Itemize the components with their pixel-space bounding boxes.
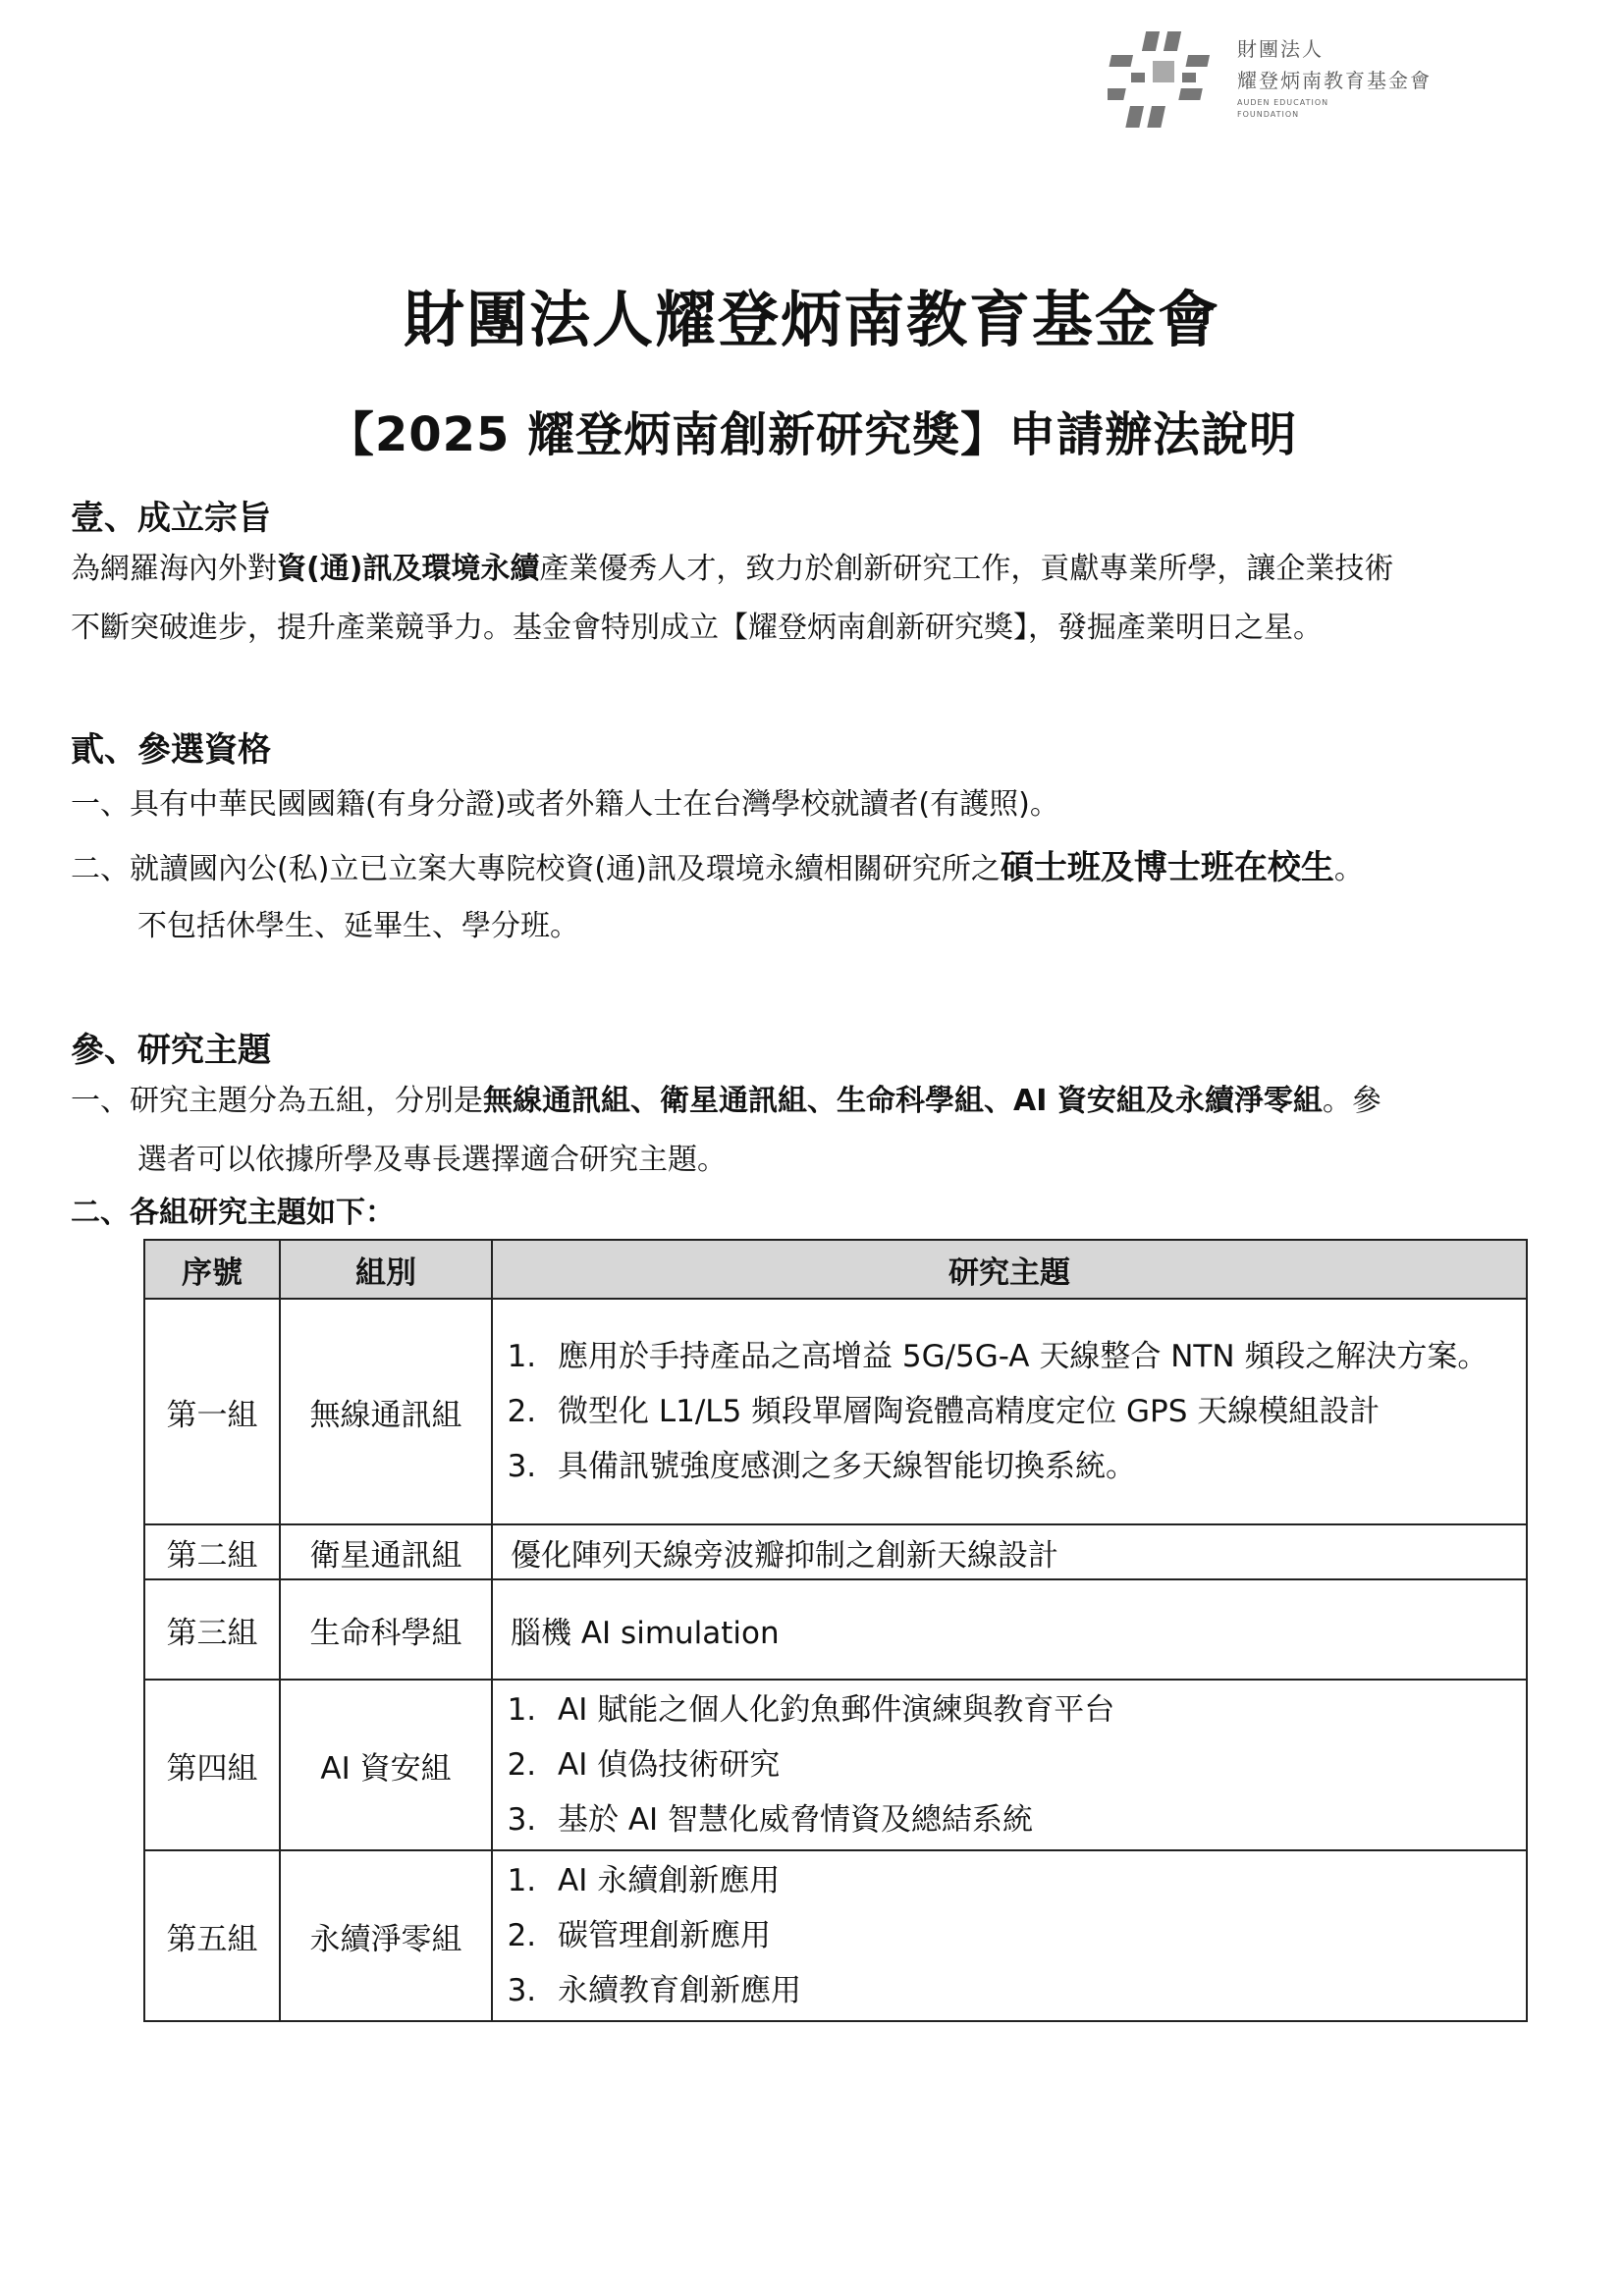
section3-item1-cont: 選者可以依據所學及專長選擇適合研究主題。 — [137, 1143, 727, 1177]
row2-topic: 優化陣列天線旁波瓣抑制之創新天線設計 — [492, 1524, 1527, 1579]
foundation-logo — [1108, 27, 1481, 135]
row1-topic-2: 2. 微型化 L1/L5 頻段單層陶瓷體高精度定位 GPS 天線模組設計 — [546, 1384, 1526, 1439]
row2-seq: 第二組 — [144, 1524, 280, 1579]
logo-mark-icon — [1108, 27, 1216, 135]
row1-seq: 第一組 — [144, 1299, 280, 1524]
logo-name-line1: 財團法人 — [1237, 37, 1324, 61]
logo-en-line1: AUDEN EDUCATION — [1237, 98, 1329, 107]
row1-topic-1: 1. 應用於手持產品之高增益 5G/5G-A 天線整合 NTN 頻段之解決方案。 — [546, 1329, 1526, 1384]
logo-en-line2: FOUNDATION — [1237, 110, 1300, 119]
table-row — [144, 1680, 1527, 1850]
row4-seq: 第四組 — [144, 1680, 280, 1850]
section2-item1: 一、具有中華民國國籍(有身分證)或者外籍人士在台灣學校就讀者(有護照)。 — [71, 787, 1059, 822]
row4-topic-1: 1. AI 賦能之個人化釣魚郵件演練與教育平台 — [546, 1682, 1526, 1737]
section1-line1-c: 產業優秀人才，致力於創新研究工作，貢獻專業所學，讓企業技術 — [539, 552, 1394, 586]
row5-topic-1: 1. AI 永續創新應用 — [546, 1853, 1526, 1908]
row1-group: 無線通訊組 — [280, 1299, 492, 1524]
section2-item2-c: 。 — [1333, 852, 1364, 886]
row1-topics — [492, 1299, 1527, 1524]
section2-item2-b: 碩士班及博士班在校生 — [1000, 848, 1334, 887]
section3-item1-c: 。參 — [1322, 1084, 1381, 1118]
section1-line1-b: 資(通)訊及環境永續 — [277, 552, 540, 586]
row5-seq: 第五組 — [144, 1850, 280, 2021]
header-seq: 序號 — [144, 1240, 280, 1299]
table-row — [144, 1299, 1527, 1524]
section3-item1-b: 無線通訊組、衛星通訊組、生命科學組、AI 資安組及永續淨零組 — [483, 1084, 1323, 1118]
row2-group: 衛星通訊組 — [280, 1524, 492, 1579]
section1-line1 — [71, 548, 1543, 591]
section3-item1-a: 一、研究主題分為五組，分別是 — [71, 1084, 483, 1118]
section1-line1-a: 為網羅海內外對 — [71, 552, 277, 586]
row4-group: AI 資安組 — [280, 1680, 492, 1850]
header-group: 組別 — [280, 1240, 492, 1299]
section2-item2-a: 二、就讀國內公(私)立已立案大專院校資(通)訊及環境永續相關研究所之 — [71, 852, 1001, 886]
page-subtitle: 【2025 耀登炳南創新研究獎】申請辦法說明 — [326, 407, 1298, 462]
row3-group: 生命科學組 — [280, 1579, 492, 1680]
row4-topic-3: 3. 基於 AI 智慧化威脅情資及總結系統 — [546, 1792, 1526, 1847]
row5-topic-2: 2. 碳管理創新應用 — [546, 1908, 1526, 1963]
section2-item2 — [71, 846, 1543, 891]
row1-topic-3: 3. 具備訊號強度感測之多天線智能切換系統。 — [546, 1439, 1526, 1494]
row5-group: 永續淨零組 — [280, 1850, 492, 2021]
section3-heading: 參、研究主題 — [71, 1031, 271, 1070]
table-header-row — [144, 1240, 1527, 1299]
logo-name-line2: 耀登炳南教育基金會 — [1237, 69, 1432, 92]
row4-topics — [492, 1680, 1527, 1850]
section2-heading: 貳、參選資格 — [71, 730, 271, 770]
table-row — [144, 1524, 1527, 1579]
row5-topics — [492, 1850, 1527, 2021]
row3-topic: 腦機 AI simulation — [492, 1579, 1527, 1680]
page-title: 財團法人耀登炳南教育基金會 — [403, 284, 1220, 355]
header-topic: 研究主題 — [492, 1240, 1527, 1299]
row3-seq: 第三組 — [144, 1579, 280, 1680]
row5-topic-3: 3. 永續教育創新應用 — [546, 1963, 1526, 2018]
row4-topic-2: 2. AI 偵偽技術研究 — [546, 1737, 1526, 1792]
table-row — [144, 1850, 1527, 2021]
section3-item2: 二、各組研究主題如下： — [71, 1196, 395, 1230]
section1-line2: 不斷突破進步，提升產業競爭力。基金會特別成立【耀登炳南創新研究獎】，發掘產業明日之星。 — [71, 611, 1323, 645]
section1-heading: 壹、成立宗旨 — [71, 499, 271, 538]
table-row — [144, 1579, 1527, 1680]
research-topics-table — [143, 1239, 1528, 2022]
section3-item1 — [71, 1080, 1543, 1123]
section2-item2-cont: 不包括休學生、延畢生、學分班。 — [137, 909, 579, 943]
